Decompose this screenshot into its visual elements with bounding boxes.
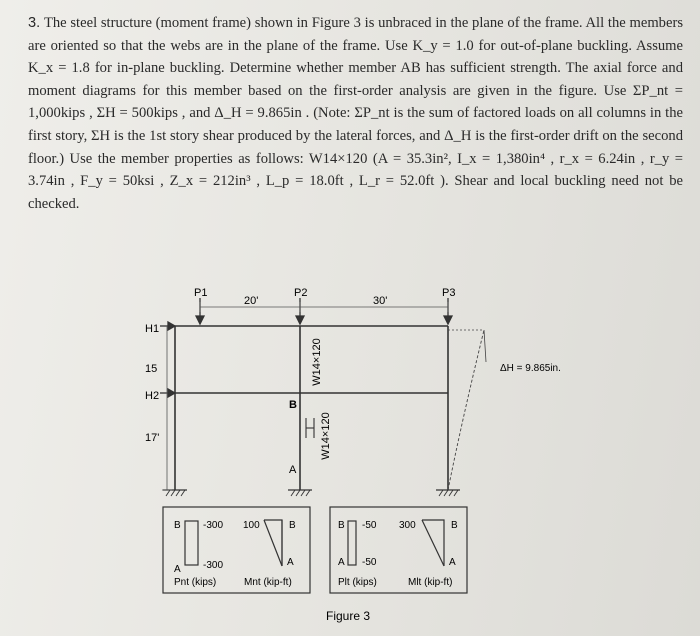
node-a-label: A xyxy=(289,464,297,476)
mnt-top-node: B xyxy=(289,520,296,531)
plt-top-node: B xyxy=(338,520,345,531)
plt-diagram xyxy=(348,521,356,565)
mlt-bottom-node: A xyxy=(449,557,456,568)
mlt-caption: Mlt (kip-ft) xyxy=(408,577,453,588)
pnt-diagram xyxy=(185,521,198,565)
support-hatching xyxy=(166,490,458,496)
problem-number: 3. xyxy=(28,15,41,31)
pnt-bottom-value: -300 xyxy=(203,560,224,571)
mnt-bottom-node: A xyxy=(287,557,294,568)
upper-column-section: W14×120 xyxy=(311,338,323,386)
pnt-top-node: B xyxy=(174,520,181,531)
load-label-p2: P2 xyxy=(294,287,308,299)
mlt-top-value: 300 xyxy=(399,520,416,531)
lower-column-section: W14×120 xyxy=(320,412,332,460)
mnt-caption: Mnt (kip-ft) xyxy=(244,577,292,588)
figure-caption: Figure 3 xyxy=(326,609,371,623)
plt-top-value: -50 xyxy=(362,520,377,531)
span-dimension-line xyxy=(200,302,448,312)
pnt-caption: Pnt (kips) xyxy=(174,577,217,588)
span-1-label: 20' xyxy=(244,295,259,307)
load-label-p1: P1 xyxy=(194,287,208,299)
problem-body: The steel structure (moment frame) shown in Figure 3 is unbraced in the plane of the frame. All the members are oriented so that the webs are in the plane of the frame. Use K_y = 1.0 for out-of-plane buckling. Assume K_x = 1.8 for in-plane buckling. Determine whether member AB has sufficient strength. The axial force and moment diagrams for this member based on the first-order analysis are given in the figure. Use ΣP_nt = 1,000kips , ΣH = 500kips , and Δ_H = 9.865in . (Note: ΣP_nt is the sum of factored loads on all columns in the first story, ΣH is the 1st story shear produced by the lateral forces, and Δ_H is the first-order drift on the second floor.) Use the member properties as follows: W14×120 (A = 35.3in², I_x = 1,380in⁴ , r_x = 6.24in , r_y = 3.74in , F_y = 50ksi , Z_x = 212in³ , L_p = 18.0ft , L_r = 52.0ft ). Shear and local buckling need not be checked. xyxy=(28,15,683,212)
plt-caption: Plt (kips) xyxy=(338,577,377,588)
pnt-top-value: -300 xyxy=(203,520,224,531)
drift-label: ΔH = 9.865in. xyxy=(500,363,561,374)
drift-leader xyxy=(484,330,486,362)
plt-bottom-node: A xyxy=(338,557,345,568)
lateral-label-h2: H2 xyxy=(145,390,160,402)
mnt-top-value: 100 xyxy=(243,520,260,531)
mlt-top-node: B xyxy=(451,520,458,531)
plt-bottom-value: -50 xyxy=(362,557,377,568)
deflected-shape xyxy=(448,330,484,490)
node-b-label: B xyxy=(289,399,297,411)
story-2-height: 15 xyxy=(145,363,158,375)
i-section-symbol xyxy=(306,418,314,438)
load-label-p3: P3 xyxy=(442,287,456,299)
pnt-bottom-node: A xyxy=(174,564,181,575)
story-1-height: 17' xyxy=(145,432,160,444)
mnt-diagram xyxy=(264,520,282,566)
lateral-loads xyxy=(160,322,175,397)
mlt-diagram xyxy=(422,520,444,566)
span-2-label: 30' xyxy=(373,295,388,307)
gravity-loads xyxy=(196,298,452,324)
lateral-label-h1: H1 xyxy=(145,323,160,335)
story-dimension-line xyxy=(162,326,172,490)
